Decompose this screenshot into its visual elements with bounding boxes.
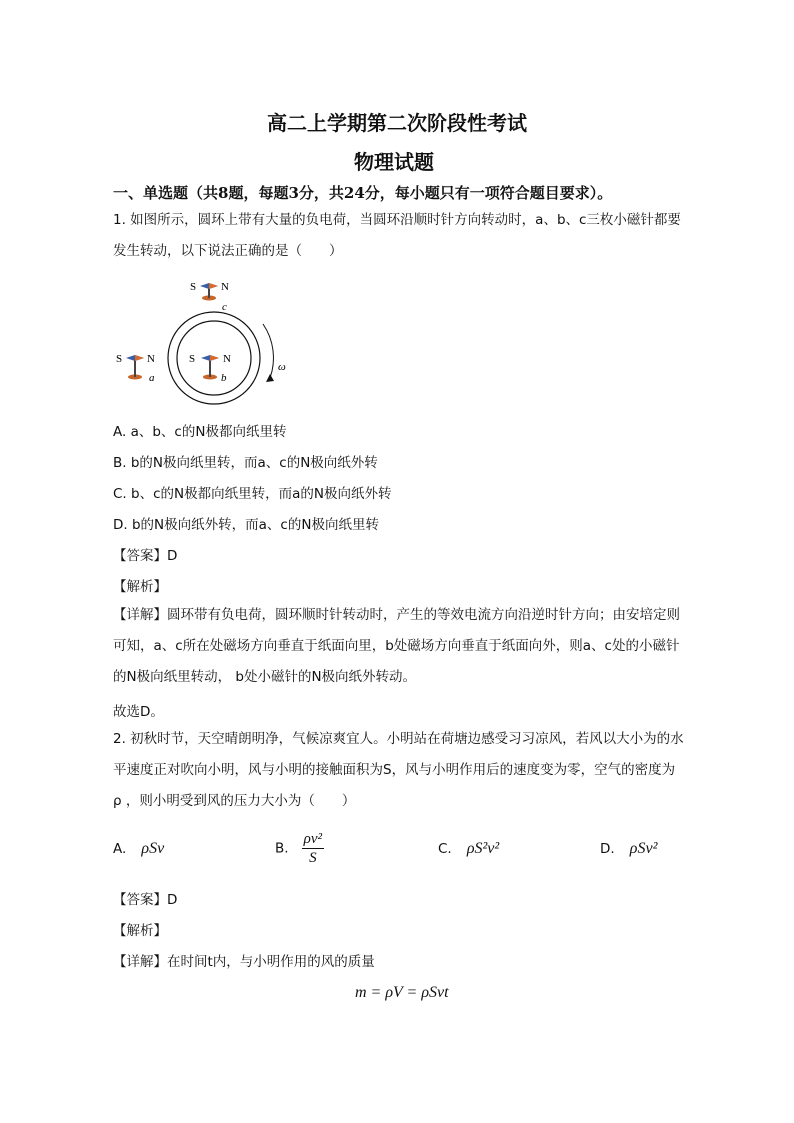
svg-text:N: N — [221, 281, 229, 293]
svg-text:S: S — [116, 353, 123, 365]
question-2-line-3: ρ ，则小明受到风的压力大小为（ ） — [113, 793, 356, 809]
q2-analysis-label: 【解析】 — [113, 923, 167, 939]
svg-text:S: S — [190, 281, 197, 293]
rotation-arrowhead — [266, 374, 274, 382]
exam-title: 高二上学期第二次阶段性考试 — [267, 111, 527, 135]
question-2-line-2: 平速度正对吹向小明，风与小明的接触面积为S，风与小明作用后的速度变为零，空气的密度为 — [113, 762, 676, 778]
omega-label: ω — [278, 361, 286, 373]
question-1-line-1: 1. 如图所示，圆环上带有大量的负电荷，当圆环沿顺时针方向转动时，a、b、c三枚小磁针都要 — [113, 212, 681, 228]
magnet-c — [190, 281, 229, 313]
svg-text:S: S — [189, 353, 196, 365]
ring-magnet-figure — [110, 278, 310, 408]
section-heading: 一、单选题（共8题，每题3分，共24分，每小题只有一项符合题目要求）。 — [113, 184, 613, 202]
svg-text:a: a — [149, 372, 155, 384]
q2-option-c: C. ρS²v² — [438, 840, 500, 857]
q2-option-a: A. ρSv — [113, 840, 165, 857]
q1-option-c: C. b、c的N极都向纸里转，而a的N极向纸外转 — [113, 486, 392, 502]
q1-detail-line-3: 的N极向纸里转动， b处小磁针的N极向纸外转动。 — [113, 669, 417, 685]
rotation-arrow — [263, 324, 273, 378]
magnet-b — [189, 353, 231, 384]
exam-subtitle: 物理试题 — [354, 150, 434, 174]
q1-detail-line-2: 可知，a、c所在处磁场方向垂直于纸面向里，b处磁场方向垂直于纸面向外，则a、c处的小磁针 — [113, 638, 680, 654]
q1-answer: 【答案】D — [113, 548, 178, 564]
question-1-line-2: 发生转动，以下说法正确的是（ ） — [113, 243, 343, 259]
svg-text:N: N — [147, 353, 155, 365]
q1-option-d: D. b的N极向纸外转，而a、c的N极向纸里转 — [113, 517, 379, 533]
q1-option-a: A. a、b、c的N极都向纸里转 — [113, 424, 287, 440]
q2-answer: 【答案】D — [113, 892, 178, 908]
svg-text:b: b — [221, 372, 227, 384]
q1-analysis-label: 【解析】 — [113, 579, 167, 595]
q2-detail: 【详解】在时间t内，与小明作用的风的质量 — [113, 954, 375, 970]
question-2-line-1: 2. 初秋时节，天空晴朗明净，气候凉爽宜人。小明站在荷塘边感受习习凉风，若风以大小为的水 — [113, 731, 684, 747]
svg-text:c: c — [222, 301, 227, 313]
q2-option-b: B. $\frac{\text{ρv²}}{S}$ — [275, 831, 323, 866]
q1-option-b: B. b的N极向纸里转，而a、c的N极向纸外转 — [113, 455, 378, 471]
q2-formula: m = ρV = ρSvt — [355, 984, 449, 1001]
q1-detail-line-1: 【详解】圆环带有负电荷，圆环顺时针转动时，产生的等效电流方向沿逆时针方向；由安培定则 — [113, 607, 680, 623]
magnet-a — [116, 353, 155, 384]
q2-option-d: D. ρSv² — [600, 840, 658, 857]
q1-conclusion: 故选D。 — [113, 704, 164, 720]
svg-text:N: N — [223, 353, 231, 365]
